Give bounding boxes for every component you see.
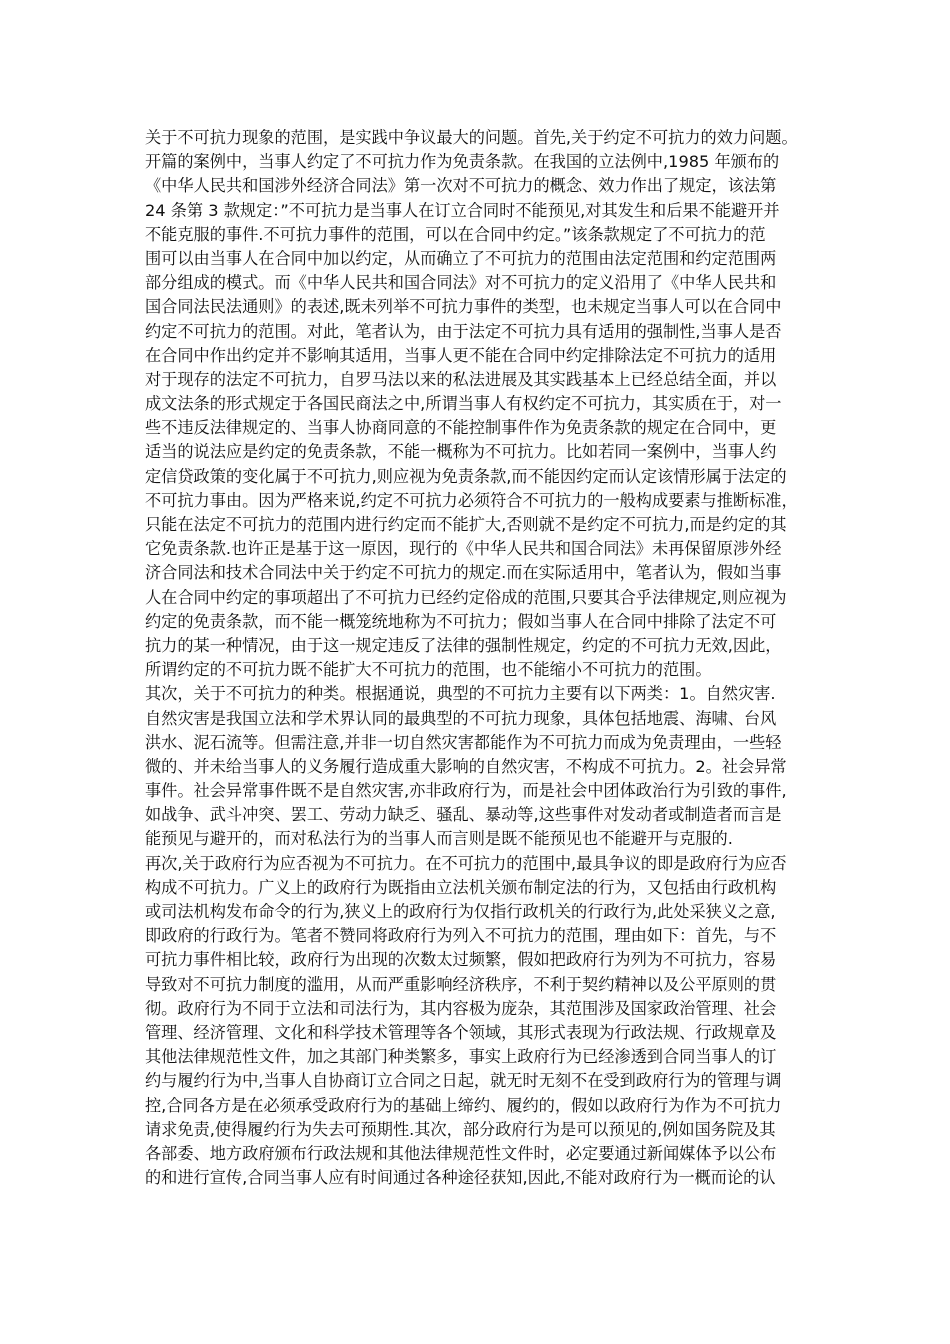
text-line: 各部委、地方政府颁布行政法规和其他法律规范性文件时，必定要通过新闻媒体予以公布	[145, 1143, 777, 1163]
text-line: 管理、经济管理、文化和科学技术管理等各个领域，其形式表现为行政法规、行政规章及	[145, 1022, 777, 1042]
text-line: 再次,关于政府行为应否视为不可抗力。在不可抗力的范围中,最具争议的即是政府行为应否	[145, 853, 787, 873]
document-body	[145, 126, 807, 1190]
paragraph-scope-of-force-majeure	[145, 126, 807, 682]
paragraph-types-of-force-majeure	[145, 682, 807, 851]
text-line: 或司法机构发布命令的行为,狭义上的政府行为仅指行政机关的行政行为,此处采狭义之意,	[145, 902, 776, 921]
text-line: 构成不可抗力。广义上的政府行为既指由立法机关颁布制定法的行为，又包括由行政机构	[145, 877, 777, 897]
text-line: 开篇的案例中，当事人约定了不可抗力作为免责条款。在我国的立法例中,1985 年颁布的	[145, 152, 780, 172]
text-line: 在合同中作出约定并不影响其适用，当事人更不能在合同中约定排除法定不可抗力的适用	[145, 345, 777, 365]
text-line: 围可以由当事人在合同中加以约定，从而确立了不可抗力的范围由法定范围和约定范围两	[145, 248, 777, 268]
text-line: 所谓约定的不可抗力既不能扩大不可抗力的范围，也不能缩小不可抗力的范围。	[145, 660, 712, 680]
text-line: 不能克服的事件.不可抗力事件的范围，可以在合同中约定。”该条款规定了不可抗力的范	[145, 224, 766, 244]
text-line: 济合同法和技术合同法中关于约定不可抗力的规定.而在实际适用中，笔者认为，假如当事	[145, 563, 782, 583]
text-line: 事件。社会异常事件既不是自然灾害,亦非政府行为，而是社会中团体政治行为引致的事件,	[145, 781, 787, 801]
text-line: 的和进行宣传,合同当事人应有时间通过各种途径获知,因此,不能对政府行为一概而论的认	[145, 1168, 776, 1188]
text-line: 24 条第 3 款规定：”不可抗力是当事人在订立合同时不能预见,对其发生和后果不能避开并	[145, 200, 780, 220]
text-line: 微的、并未给当事人的义务履行造成重大影响的自然灾害，不构成不可抗力。2。社会异常	[145, 756, 787, 776]
text-line: 些不违反法律规定的、当事人协商同意的不能控制事件作为免责条款的规定在合同中，更	[145, 418, 777, 438]
text-line: 约定的免责条款，而不能一概笼统地称为不可抗力；假如当事人在合同中排除了法定不可	[145, 611, 777, 631]
text-line: 如战争、武斗冲突、罢工、劳动力缺乏、骚乱、暴动等,这些事件对发动者或制造者而言是	[145, 805, 782, 825]
text-line: 洪水、泥石流等。但需注意,并非一切自然灾害都能作为不可抗力而成为免责理由，一些轻	[145, 732, 782, 752]
text-line: 其他法律规范性文件，加之其部门种类繁多，事实上政府行为已经渗透到合同当事人的订	[145, 1047, 777, 1067]
text-line: 自然灾害是我国立法和学术界认同的最典型的不可抗力现象，具体包括地震、海啸、台风	[145, 708, 777, 728]
text-line: 国合同法民法通则》的表述,既未列举不可抗力事件的类型，也未规定当事人可以在合同中	[145, 297, 782, 317]
text-line: 人在合同中约定的事项超出了不可抗力已经约定俗成的范围,只要其合乎法律规定,则应视为	[145, 587, 787, 607]
text-line: 关于不可抗力现象的范围，是实践中争议最大的问题。首先,关于约定不可抗力的效力问题。	[145, 128, 798, 147]
text-line: 《中华人民共和国涉外经济合同法》第一次对不可抗力的概念、效力作出了规定，该法第	[145, 176, 777, 196]
text-line: 约与履约行为中,当事人自协商订立合同之日起，就无时无刻不在受到政府行为的管理与调	[145, 1071, 782, 1091]
text-line: 即政府的行政行为。笔者不赞同将政府行为列入不可抗力的范围，理由如下：首先，与不	[145, 926, 777, 946]
text-line: 适当的说法应是约定的免责条款，不能一概称为不可抗力。比如若同一案例中，当事人约	[145, 442, 777, 462]
text-line: 只能在法定不可抗力的范围内进行约定而不能扩大,否则就不是约定不可抗力,而是约定的其	[145, 515, 787, 534]
text-line: 部分组成的模式。而《中华人民共和国合同法》对不可抗力的定义沿用了《中华人民共和	[145, 273, 777, 293]
text-line: 它免责条款.也许正是基于这一原因，现行的《中华人民共和国合同法》未再保留原涉外经	[145, 539, 782, 559]
text-line: 抗力的某一种情况，由于这一规定违反了法律的强制性规定，约定的不可抗力无效,因此，	[145, 635, 782, 655]
text-line: 成文法条的形式规定于各国民商法之中,所谓当事人有权约定不可抗力，其实质在于，对一	[145, 394, 782, 414]
text-line: 彻。政府行为不同于立法和司法行为，其内容极为庞杂，其范围涉及国家政治管理、社会	[145, 998, 777, 1018]
text-line: 可抗力事件相比较，政府行为出现的次数太过频繁，假如把政府行为列为不可抗力，容易	[145, 950, 777, 970]
text-line: 请求免责,使得履约行为失去可预期性.其次，部分政府行为是可以预见的,例如国务院及其	[145, 1119, 776, 1139]
text-line: 导致对不可抗力制度的滥用，从而严重影响经济秩序，不利于契约精神以及公平原则的贯	[145, 974, 777, 994]
paragraph-government-action	[145, 852, 807, 1191]
text-line: 不可抗力事由。因为严格来说,约定不可抗力必须符合不可抗力的一般构成要素与推断标准，	[145, 490, 798, 510]
text-line: 能预见与避开的，而对私法行为的当事人而言则是既不能预见也不能避开与克服的.	[145, 829, 733, 849]
text-line: 其次，关于不可抗力的种类。根据通说，典型的不可抗力主要有以下两类：1。自然灾害.	[145, 684, 776, 704]
text-line: 约定不可抗力的范围。对此，笔者认为，由于法定不可抗力具有适用的强制性,当事人是否	[145, 321, 782, 341]
text-line: 控,合同各方是在必须承受政府行为的基础上缔约、履约的，假如以政府行为作为不可抗力	[145, 1095, 782, 1115]
text-line: 定信贷政策的变化属于不可抗力,则应视为免责条款,而不能因约定而认定该情形属于法定的	[145, 466, 787, 486]
text-line: 对于现存的法定不可抗力，自罗马法以来的私法进展及其实践基本上已经总结全面，并以	[145, 369, 777, 389]
